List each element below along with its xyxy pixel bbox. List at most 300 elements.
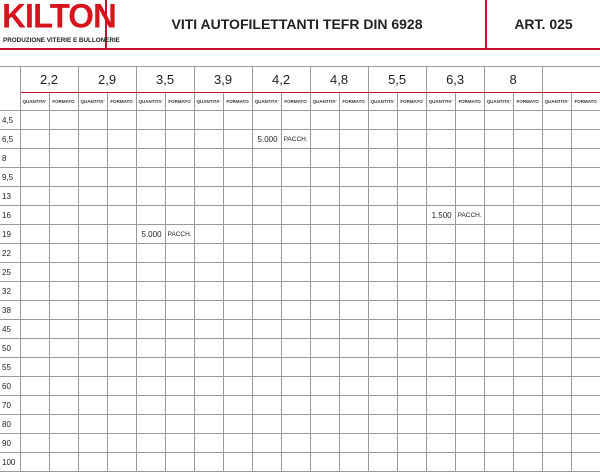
format-cell[interactable] bbox=[165, 320, 194, 339]
format-cell[interactable] bbox=[513, 434, 542, 453]
quantity-cell[interactable] bbox=[194, 434, 223, 453]
format-cell[interactable] bbox=[513, 339, 542, 358]
format-cell[interactable] bbox=[223, 206, 252, 225]
quantity-cell[interactable] bbox=[426, 130, 455, 149]
quantity-cell[interactable] bbox=[252, 263, 281, 282]
format-cell[interactable] bbox=[455, 111, 484, 130]
format-cell[interactable] bbox=[281, 111, 310, 130]
quantity-cell[interactable] bbox=[310, 377, 339, 396]
format-cell[interactable] bbox=[281, 149, 310, 168]
quantity-cell[interactable] bbox=[136, 206, 165, 225]
quantity-cell[interactable] bbox=[484, 415, 513, 434]
quantity-cell[interactable] bbox=[310, 225, 339, 244]
quantity-cell[interactable] bbox=[542, 130, 571, 149]
quantity-cell[interactable] bbox=[542, 396, 571, 415]
quantity-cell[interactable] bbox=[542, 434, 571, 453]
format-cell[interactable] bbox=[281, 377, 310, 396]
quantity-cell[interactable] bbox=[310, 320, 339, 339]
format-cell[interactable] bbox=[339, 453, 368, 472]
format-cell[interactable] bbox=[49, 301, 78, 320]
format-cell[interactable] bbox=[223, 453, 252, 472]
format-cell[interactable] bbox=[397, 301, 426, 320]
quantity-cell[interactable] bbox=[136, 453, 165, 472]
quantity-cell[interactable] bbox=[194, 244, 223, 263]
quantity-cell[interactable] bbox=[252, 396, 281, 415]
format-cell[interactable] bbox=[107, 130, 136, 149]
format-cell[interactable] bbox=[165, 358, 194, 377]
format-cell[interactable] bbox=[339, 358, 368, 377]
quantity-cell[interactable] bbox=[20, 434, 49, 453]
format-cell[interactable] bbox=[281, 206, 310, 225]
quantity-cell[interactable] bbox=[136, 282, 165, 301]
quantity-cell[interactable] bbox=[78, 168, 107, 187]
quantity-cell[interactable] bbox=[252, 206, 281, 225]
format-cell[interactable] bbox=[281, 187, 310, 206]
quantity-cell[interactable] bbox=[368, 225, 397, 244]
quantity-cell[interactable] bbox=[78, 149, 107, 168]
quantity-cell[interactable] bbox=[78, 415, 107, 434]
format-cell[interactable] bbox=[49, 168, 78, 187]
format-cell[interactable] bbox=[397, 434, 426, 453]
format-cell[interactable] bbox=[107, 320, 136, 339]
quantity-cell[interactable] bbox=[484, 130, 513, 149]
quantity-cell[interactable] bbox=[20, 282, 49, 301]
quantity-cell[interactable] bbox=[78, 396, 107, 415]
format-cell[interactable] bbox=[339, 377, 368, 396]
quantity-cell[interactable] bbox=[78, 282, 107, 301]
quantity-cell[interactable] bbox=[426, 453, 455, 472]
quantity-cell[interactable] bbox=[484, 282, 513, 301]
format-cell[interactable] bbox=[165, 149, 194, 168]
quantity-cell[interactable] bbox=[20, 415, 49, 434]
format-cell[interactable]: PACCH. bbox=[281, 130, 310, 149]
format-cell[interactable] bbox=[571, 358, 600, 377]
quantity-cell[interactable] bbox=[78, 377, 107, 396]
quantity-cell[interactable] bbox=[20, 244, 49, 263]
quantity-cell[interactable] bbox=[136, 130, 165, 149]
format-cell[interactable] bbox=[223, 434, 252, 453]
quantity-cell[interactable] bbox=[20, 396, 49, 415]
format-cell[interactable] bbox=[281, 358, 310, 377]
format-cell[interactable] bbox=[571, 130, 600, 149]
quantity-cell[interactable] bbox=[194, 396, 223, 415]
quantity-cell[interactable] bbox=[194, 377, 223, 396]
format-cell[interactable] bbox=[49, 358, 78, 377]
quantity-cell[interactable] bbox=[136, 168, 165, 187]
quantity-cell[interactable] bbox=[368, 111, 397, 130]
quantity-cell[interactable] bbox=[542, 206, 571, 225]
quantity-cell[interactable] bbox=[252, 111, 281, 130]
format-cell[interactable] bbox=[165, 187, 194, 206]
quantity-cell[interactable] bbox=[252, 301, 281, 320]
format-cell[interactable] bbox=[571, 111, 600, 130]
quantity-cell[interactable] bbox=[484, 206, 513, 225]
format-cell[interactable] bbox=[513, 415, 542, 434]
format-cell[interactable] bbox=[223, 377, 252, 396]
format-cell[interactable] bbox=[49, 396, 78, 415]
format-cell[interactable] bbox=[339, 244, 368, 263]
format-cell[interactable] bbox=[339, 282, 368, 301]
format-cell[interactable] bbox=[571, 149, 600, 168]
format-cell[interactable] bbox=[165, 206, 194, 225]
format-cell[interactable] bbox=[339, 434, 368, 453]
quantity-cell[interactable] bbox=[252, 282, 281, 301]
format-cell[interactable] bbox=[165, 111, 194, 130]
quantity-cell[interactable] bbox=[426, 358, 455, 377]
quantity-cell[interactable] bbox=[20, 149, 49, 168]
format-cell[interactable] bbox=[339, 111, 368, 130]
quantity-cell[interactable] bbox=[426, 149, 455, 168]
format-cell[interactable] bbox=[397, 206, 426, 225]
format-cell[interactable] bbox=[397, 282, 426, 301]
format-cell[interactable] bbox=[165, 282, 194, 301]
quantity-cell[interactable] bbox=[252, 320, 281, 339]
format-cell[interactable] bbox=[571, 453, 600, 472]
format-cell[interactable] bbox=[223, 320, 252, 339]
format-cell[interactable] bbox=[107, 244, 136, 263]
format-cell[interactable] bbox=[281, 282, 310, 301]
format-cell[interactable] bbox=[281, 434, 310, 453]
quantity-cell[interactable] bbox=[136, 111, 165, 130]
format-cell[interactable] bbox=[339, 396, 368, 415]
quantity-cell[interactable] bbox=[310, 434, 339, 453]
format-cell[interactable] bbox=[281, 244, 310, 263]
format-cell[interactable] bbox=[107, 206, 136, 225]
quantity-cell[interactable]: 5.000 bbox=[252, 130, 281, 149]
format-cell[interactable] bbox=[223, 263, 252, 282]
quantity-cell[interactable] bbox=[368, 415, 397, 434]
quantity-cell[interactable] bbox=[136, 187, 165, 206]
quantity-cell[interactable] bbox=[78, 263, 107, 282]
quantity-cell[interactable] bbox=[194, 301, 223, 320]
quantity-cell[interactable] bbox=[426, 415, 455, 434]
quantity-cell[interactable] bbox=[194, 263, 223, 282]
format-cell[interactable] bbox=[223, 130, 252, 149]
format-cell[interactable] bbox=[455, 434, 484, 453]
format-cell[interactable] bbox=[571, 377, 600, 396]
quantity-cell[interactable] bbox=[252, 434, 281, 453]
quantity-cell[interactable] bbox=[194, 168, 223, 187]
format-cell[interactable] bbox=[165, 453, 194, 472]
quantity-cell[interactable] bbox=[484, 434, 513, 453]
quantity-cell[interactable] bbox=[310, 206, 339, 225]
quantity-cell[interactable] bbox=[368, 130, 397, 149]
format-cell[interactable] bbox=[513, 187, 542, 206]
format-cell[interactable] bbox=[571, 187, 600, 206]
format-cell[interactable] bbox=[513, 301, 542, 320]
quantity-cell[interactable] bbox=[368, 434, 397, 453]
format-cell[interactable] bbox=[107, 434, 136, 453]
quantity-cell[interactable] bbox=[78, 301, 107, 320]
quantity-cell[interactable] bbox=[136, 396, 165, 415]
format-cell[interactable] bbox=[513, 263, 542, 282]
format-cell[interactable] bbox=[339, 130, 368, 149]
format-cell[interactable] bbox=[397, 377, 426, 396]
quantity-cell[interactable] bbox=[484, 396, 513, 415]
quantity-cell[interactable] bbox=[20, 130, 49, 149]
format-cell[interactable] bbox=[513, 149, 542, 168]
format-cell[interactable] bbox=[339, 206, 368, 225]
quantity-cell[interactable] bbox=[78, 320, 107, 339]
quantity-cell[interactable] bbox=[484, 187, 513, 206]
quantity-cell[interactable] bbox=[78, 130, 107, 149]
format-cell[interactable] bbox=[223, 225, 252, 244]
format-cell[interactable] bbox=[397, 453, 426, 472]
quantity-cell[interactable] bbox=[310, 168, 339, 187]
format-cell[interactable] bbox=[49, 339, 78, 358]
format-cell[interactable] bbox=[49, 263, 78, 282]
format-cell[interactable] bbox=[397, 149, 426, 168]
format-cell[interactable] bbox=[339, 149, 368, 168]
quantity-cell[interactable]: 1.500 bbox=[426, 206, 455, 225]
quantity-cell[interactable] bbox=[426, 244, 455, 263]
format-cell[interactable] bbox=[223, 168, 252, 187]
quantity-cell[interactable] bbox=[542, 377, 571, 396]
format-cell[interactable] bbox=[455, 282, 484, 301]
format-cell[interactable] bbox=[397, 225, 426, 244]
format-cell[interactable] bbox=[281, 301, 310, 320]
quantity-cell[interactable] bbox=[20, 320, 49, 339]
quantity-cell[interactable] bbox=[194, 339, 223, 358]
quantity-cell[interactable] bbox=[368, 244, 397, 263]
format-cell[interactable] bbox=[397, 111, 426, 130]
format-cell[interactable] bbox=[339, 168, 368, 187]
quantity-cell[interactable] bbox=[310, 244, 339, 263]
format-cell[interactable] bbox=[397, 263, 426, 282]
quantity-cell[interactable] bbox=[252, 415, 281, 434]
format-cell[interactable] bbox=[223, 339, 252, 358]
format-cell[interactable] bbox=[107, 225, 136, 244]
quantity-cell[interactable] bbox=[310, 301, 339, 320]
quantity-cell[interactable] bbox=[78, 187, 107, 206]
format-cell[interactable] bbox=[107, 187, 136, 206]
format-cell[interactable] bbox=[513, 168, 542, 187]
quantity-cell[interactable] bbox=[368, 396, 397, 415]
quantity-cell[interactable] bbox=[368, 282, 397, 301]
format-cell[interactable] bbox=[165, 377, 194, 396]
quantity-cell[interactable] bbox=[368, 358, 397, 377]
format-cell[interactable] bbox=[571, 415, 600, 434]
quantity-cell[interactable] bbox=[542, 453, 571, 472]
quantity-cell[interactable] bbox=[542, 282, 571, 301]
quantity-cell[interactable] bbox=[252, 225, 281, 244]
format-cell[interactable] bbox=[455, 301, 484, 320]
quantity-cell[interactable] bbox=[136, 358, 165, 377]
quantity-cell[interactable] bbox=[194, 320, 223, 339]
format-cell[interactable] bbox=[397, 320, 426, 339]
quantity-cell[interactable] bbox=[426, 282, 455, 301]
quantity-cell[interactable] bbox=[252, 339, 281, 358]
quantity-cell[interactable] bbox=[20, 111, 49, 130]
format-cell[interactable] bbox=[455, 244, 484, 263]
quantity-cell[interactable] bbox=[78, 434, 107, 453]
quantity-cell[interactable] bbox=[136, 434, 165, 453]
format-cell[interactable] bbox=[223, 358, 252, 377]
format-cell[interactable] bbox=[339, 320, 368, 339]
quantity-cell[interactable] bbox=[252, 358, 281, 377]
format-cell[interactable] bbox=[107, 415, 136, 434]
quantity-cell[interactable] bbox=[484, 320, 513, 339]
format-cell[interactable] bbox=[281, 339, 310, 358]
quantity-cell[interactable] bbox=[368, 453, 397, 472]
quantity-cell[interactable] bbox=[542, 358, 571, 377]
quantity-cell[interactable] bbox=[310, 149, 339, 168]
format-cell[interactable] bbox=[49, 149, 78, 168]
quantity-cell[interactable] bbox=[484, 244, 513, 263]
quantity-cell[interactable] bbox=[78, 339, 107, 358]
format-cell[interactable] bbox=[513, 130, 542, 149]
format-cell[interactable] bbox=[223, 282, 252, 301]
format-cell[interactable] bbox=[107, 453, 136, 472]
quantity-cell[interactable] bbox=[368, 149, 397, 168]
format-cell[interactable] bbox=[223, 149, 252, 168]
format-cell[interactable] bbox=[281, 168, 310, 187]
format-cell[interactable] bbox=[513, 225, 542, 244]
format-cell[interactable] bbox=[339, 415, 368, 434]
quantity-cell[interactable] bbox=[542, 320, 571, 339]
quantity-cell[interactable] bbox=[310, 415, 339, 434]
quantity-cell[interactable] bbox=[136, 149, 165, 168]
quantity-cell[interactable] bbox=[484, 225, 513, 244]
quantity-cell[interactable] bbox=[194, 225, 223, 244]
quantity-cell[interactable] bbox=[542, 244, 571, 263]
format-cell[interactable] bbox=[571, 206, 600, 225]
quantity-cell[interactable] bbox=[426, 339, 455, 358]
quantity-cell[interactable] bbox=[194, 111, 223, 130]
quantity-cell[interactable] bbox=[20, 168, 49, 187]
format-cell[interactable] bbox=[513, 206, 542, 225]
quantity-cell[interactable] bbox=[368, 206, 397, 225]
quantity-cell[interactable] bbox=[310, 339, 339, 358]
format-cell[interactable] bbox=[49, 206, 78, 225]
format-cell[interactable] bbox=[339, 263, 368, 282]
quantity-cell[interactable] bbox=[426, 168, 455, 187]
quantity-cell[interactable] bbox=[368, 339, 397, 358]
quantity-cell[interactable] bbox=[310, 187, 339, 206]
format-cell[interactable] bbox=[571, 396, 600, 415]
quantity-cell[interactable] bbox=[20, 339, 49, 358]
quantity-cell[interactable] bbox=[542, 149, 571, 168]
quantity-cell[interactable] bbox=[252, 377, 281, 396]
quantity-cell[interactable] bbox=[484, 453, 513, 472]
format-cell[interactable] bbox=[339, 187, 368, 206]
quantity-cell[interactable] bbox=[20, 187, 49, 206]
format-cell[interactable] bbox=[571, 244, 600, 263]
format-cell[interactable] bbox=[107, 168, 136, 187]
format-cell[interactable]: PACCH. bbox=[455, 206, 484, 225]
quantity-cell[interactable] bbox=[136, 377, 165, 396]
format-cell[interactable] bbox=[107, 396, 136, 415]
format-cell[interactable] bbox=[455, 320, 484, 339]
format-cell[interactable] bbox=[455, 377, 484, 396]
quantity-cell[interactable] bbox=[252, 187, 281, 206]
format-cell[interactable] bbox=[165, 434, 194, 453]
format-cell[interactable] bbox=[223, 187, 252, 206]
quantity-cell[interactable] bbox=[426, 320, 455, 339]
format-cell[interactable] bbox=[571, 263, 600, 282]
format-cell[interactable] bbox=[165, 396, 194, 415]
quantity-cell[interactable] bbox=[20, 225, 49, 244]
format-cell[interactable] bbox=[165, 263, 194, 282]
quantity-cell[interactable] bbox=[20, 263, 49, 282]
format-cell[interactable] bbox=[165, 301, 194, 320]
quantity-cell[interactable] bbox=[194, 149, 223, 168]
format-cell[interactable] bbox=[571, 301, 600, 320]
quantity-cell[interactable] bbox=[310, 396, 339, 415]
format-cell[interactable] bbox=[455, 225, 484, 244]
format-cell[interactable] bbox=[49, 320, 78, 339]
format-cell[interactable] bbox=[223, 244, 252, 263]
format-cell[interactable] bbox=[165, 244, 194, 263]
format-cell[interactable] bbox=[397, 415, 426, 434]
format-cell[interactable] bbox=[455, 168, 484, 187]
quantity-cell[interactable] bbox=[426, 187, 455, 206]
format-cell[interactable] bbox=[49, 415, 78, 434]
quantity-cell[interactable] bbox=[20, 453, 49, 472]
quantity-cell[interactable] bbox=[136, 320, 165, 339]
quantity-cell[interactable]: 5.000 bbox=[136, 225, 165, 244]
quantity-cell[interactable] bbox=[194, 130, 223, 149]
quantity-cell[interactable] bbox=[252, 453, 281, 472]
format-cell[interactable] bbox=[513, 282, 542, 301]
quantity-cell[interactable] bbox=[136, 415, 165, 434]
quantity-cell[interactable] bbox=[310, 358, 339, 377]
format-cell[interactable] bbox=[223, 415, 252, 434]
quantity-cell[interactable] bbox=[252, 168, 281, 187]
format-cell[interactable] bbox=[107, 263, 136, 282]
quantity-cell[interactable] bbox=[20, 206, 49, 225]
quantity-cell[interactable] bbox=[368, 377, 397, 396]
format-cell[interactable] bbox=[455, 339, 484, 358]
quantity-cell[interactable] bbox=[252, 244, 281, 263]
format-cell[interactable] bbox=[339, 301, 368, 320]
format-cell[interactable] bbox=[165, 168, 194, 187]
format-cell[interactable] bbox=[223, 301, 252, 320]
quantity-cell[interactable] bbox=[484, 301, 513, 320]
quantity-cell[interactable] bbox=[136, 339, 165, 358]
format-cell[interactable] bbox=[281, 396, 310, 415]
quantity-cell[interactable] bbox=[426, 434, 455, 453]
quantity-cell[interactable] bbox=[78, 453, 107, 472]
format-cell[interactable] bbox=[397, 396, 426, 415]
format-cell[interactable] bbox=[455, 453, 484, 472]
quantity-cell[interactable] bbox=[310, 453, 339, 472]
quantity-cell[interactable] bbox=[310, 130, 339, 149]
quantity-cell[interactable] bbox=[368, 320, 397, 339]
quantity-cell[interactable] bbox=[310, 263, 339, 282]
format-cell[interactable] bbox=[107, 358, 136, 377]
format-cell[interactable] bbox=[455, 358, 484, 377]
quantity-cell[interactable] bbox=[542, 301, 571, 320]
quantity-cell[interactable] bbox=[194, 358, 223, 377]
quantity-cell[interactable] bbox=[542, 168, 571, 187]
quantity-cell[interactable] bbox=[78, 111, 107, 130]
quantity-cell[interactable] bbox=[484, 358, 513, 377]
format-cell[interactable] bbox=[107, 282, 136, 301]
format-cell[interactable] bbox=[49, 453, 78, 472]
format-cell[interactable] bbox=[49, 244, 78, 263]
quantity-cell[interactable] bbox=[542, 339, 571, 358]
format-cell[interactable] bbox=[571, 225, 600, 244]
format-cell[interactable] bbox=[397, 187, 426, 206]
format-cell[interactable] bbox=[513, 377, 542, 396]
format-cell[interactable] bbox=[397, 244, 426, 263]
quantity-cell[interactable] bbox=[426, 111, 455, 130]
format-cell[interactable] bbox=[49, 225, 78, 244]
quantity-cell[interactable] bbox=[542, 263, 571, 282]
quantity-cell[interactable] bbox=[78, 358, 107, 377]
quantity-cell[interactable] bbox=[194, 206, 223, 225]
